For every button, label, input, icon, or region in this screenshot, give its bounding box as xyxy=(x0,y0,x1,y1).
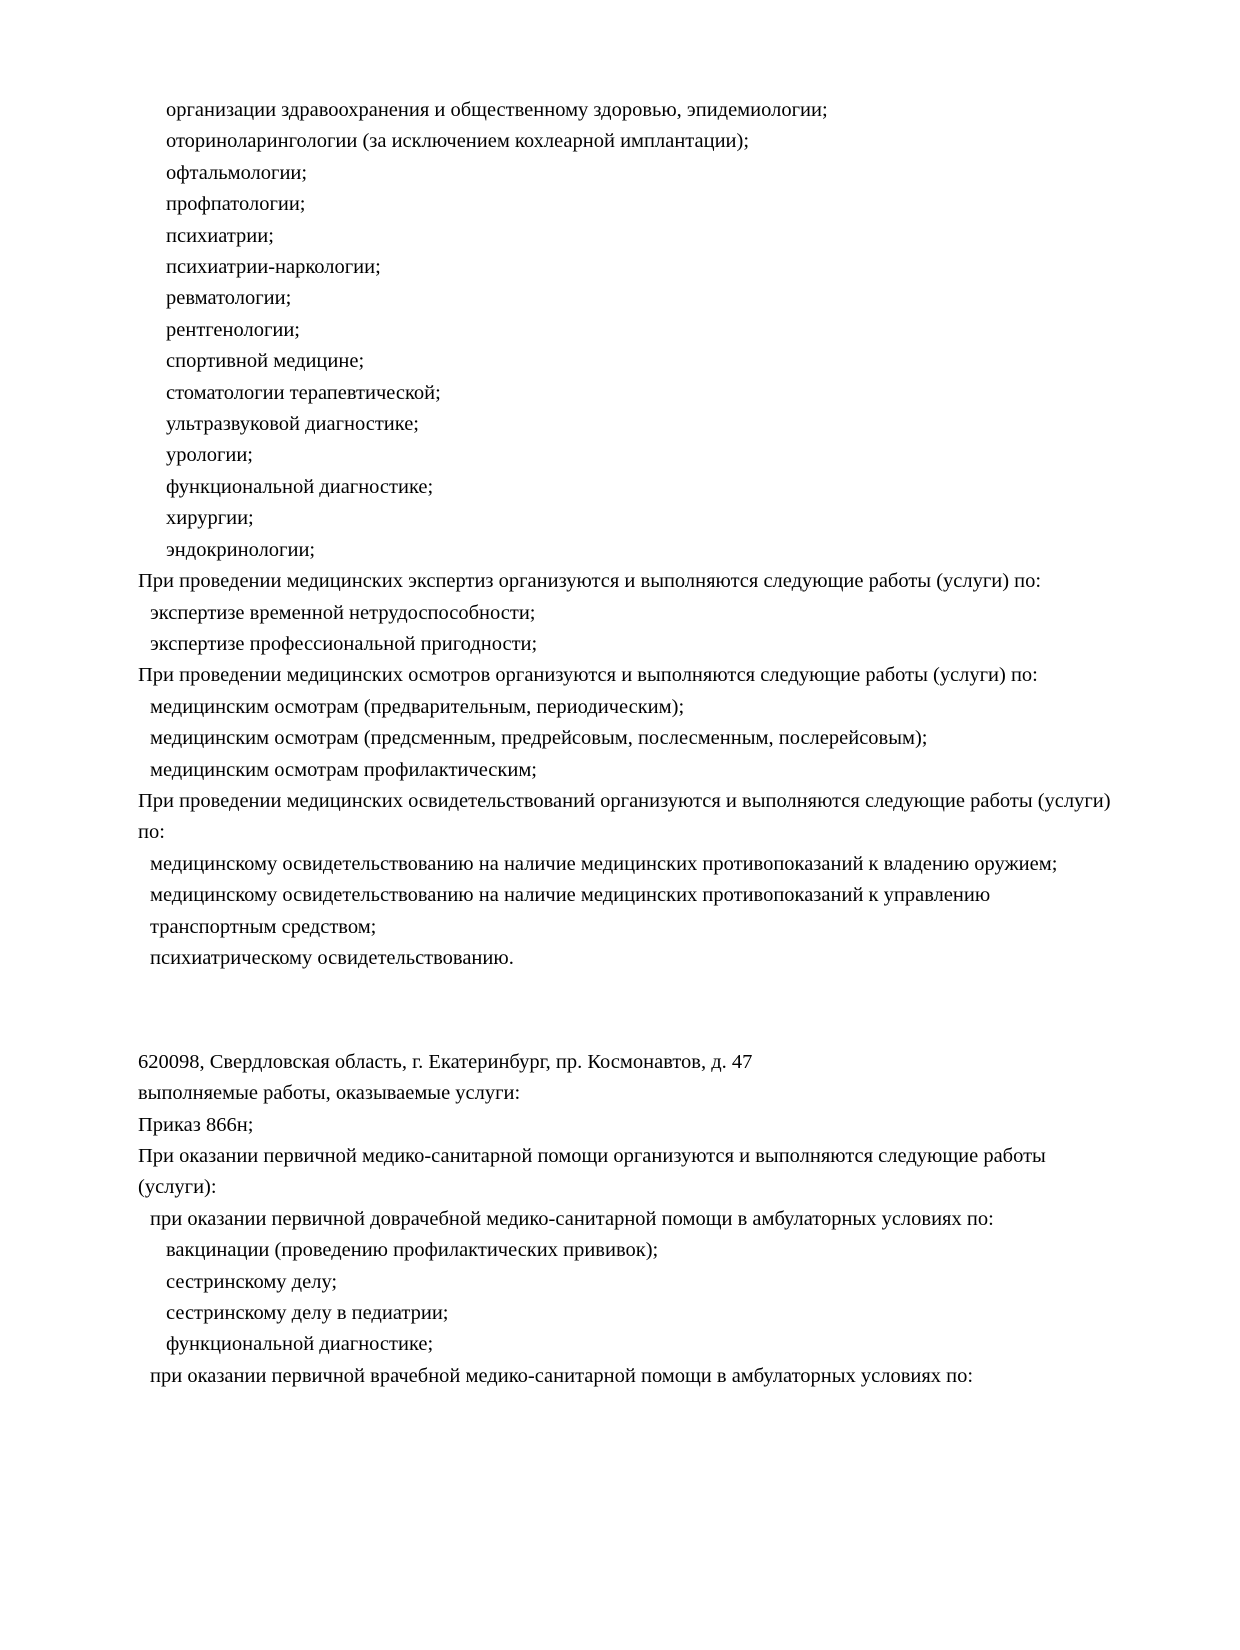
document-paragraph: ревматологии; xyxy=(166,287,292,310)
document-paragraph: сестринскому делу в педиатрии; xyxy=(166,1302,449,1325)
document-paragraph: организации здравоохранения и общественному здоровью, эпидемиологии; xyxy=(166,99,828,121)
document-paragraph: При проведении медицинских освидетельствований организуются и выполняются следующие работы (услуги) по: xyxy=(138,789,1116,844)
document-paragraph: психиатрии; xyxy=(166,224,274,247)
document-paragraph: функциональной диагностике; xyxy=(166,1333,434,1356)
paragraph-spacer xyxy=(138,995,1120,1026)
document-paragraph: при оказании первичной доврачебной медико-санитарной помощи в амбулаторных условиях по: xyxy=(150,1207,994,1230)
document-paragraph: хирургии; xyxy=(166,507,254,530)
document-paragraph: медицинским осмотрам (предварительным, периодическим); xyxy=(150,695,685,718)
document-paragraph: медицинскому освидетельствованию на наличие медицинских противопоказаний к управлению транспортным средством; xyxy=(150,884,996,938)
document-paragraph: 620098, Свердловская область, г. Екатеринбург, пр. Космонавтов, д. 47 xyxy=(138,1050,753,1073)
document-paragraph: При оказании первичной медико-санитарной помощи организуются и выполняются следующие работы (услуги): xyxy=(138,1144,1051,1199)
document-paragraph: стоматологии терапевтической; xyxy=(166,381,441,404)
document-paragraph: при оказании первичной врачебной медико-санитарной помощи в амбулаторных условиях по: xyxy=(150,1364,974,1387)
document-paragraph: Приказ 866н; xyxy=(138,1113,254,1136)
document-paragraph: спортивной медицине; xyxy=(166,350,365,373)
document-paragraph: медицинскому освидетельствованию на наличие медицинских противопоказаний к владению оружием; xyxy=(150,852,1058,875)
document-paragraph: профпатологии; xyxy=(166,193,306,216)
document-paragraph: При проведении медицинских осмотров организуются и выполняются следующие работы (услуги) по: xyxy=(138,664,1038,687)
document-paragraph: медицинским осмотрам (предсменным, предрейсовым, послесменным, послерейсовым); xyxy=(150,727,928,750)
document-paragraph: функциональной диагностике; xyxy=(166,475,434,498)
document-paragraph: урологии; xyxy=(166,444,254,467)
document-paragraph: офтальмологии; xyxy=(166,161,308,184)
document-paragraph: психиатрии-наркологии; xyxy=(166,256,381,279)
document-paragraph: сестринскому делу; xyxy=(166,1270,338,1293)
document-paragraph: эндокринологии; xyxy=(166,538,316,561)
document-paragraph: медицинским осмотрам профилактическим; xyxy=(150,758,537,781)
document-paragraph: ультразвуковой диагностике; xyxy=(166,413,419,436)
document-paragraph: экспертизе профессиональной пригодности; xyxy=(150,632,538,655)
document-text-body xyxy=(138,95,1120,1392)
document-paragraph: рентгенологии; xyxy=(166,318,300,341)
document-paragraph: экспертизе временной нетрудоспособности; xyxy=(150,601,536,624)
document-paragraph: При проведении медицинских экспертиз организуются и выполняются следующие работы (услуги) по: xyxy=(138,570,1042,593)
document-paragraph: оториноларингологии (за исключением кохлеарной имплантации); xyxy=(166,130,750,153)
document-paragraph: выполняемые работы, оказываемые услуги: xyxy=(138,1082,521,1105)
document-paragraph: вакцинации (проведению профилактических прививок); xyxy=(166,1239,659,1262)
document-paragraph: психиатрическому освидетельствованию. xyxy=(150,946,514,969)
